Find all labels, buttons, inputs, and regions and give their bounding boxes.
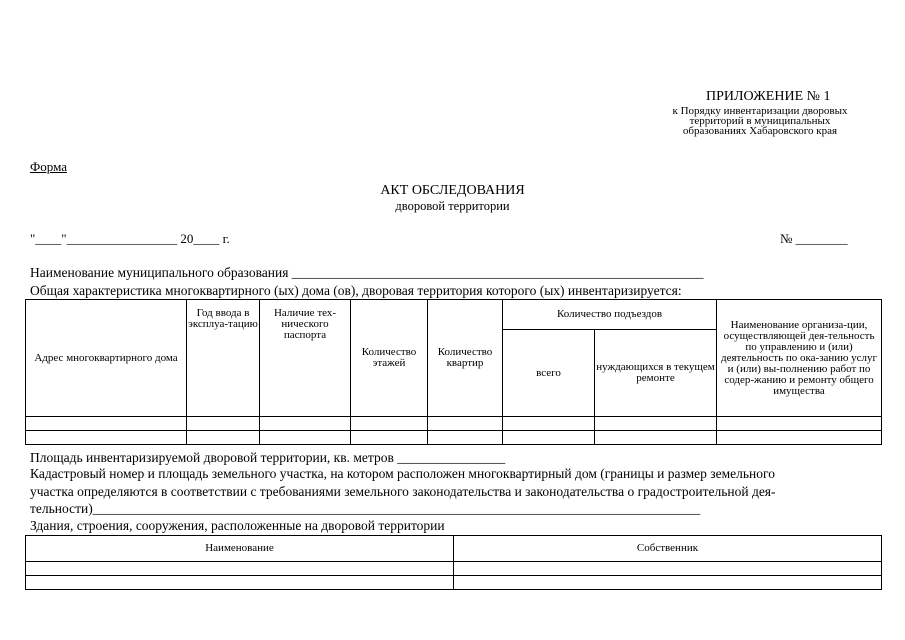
table-cell bbox=[351, 417, 428, 431]
municipality-field: Наименование муниципального образования _____________________________________________________________ bbox=[30, 265, 704, 280]
table-row bbox=[26, 562, 882, 576]
table-row bbox=[26, 417, 882, 431]
act-title: АКТ ОБСЛЕДОВАНИЯ bbox=[380, 183, 525, 198]
table-cell bbox=[26, 431, 187, 445]
header-passport: Наличие тех-нического паспорта bbox=[260, 300, 351, 417]
territory-area-field: Площадь инвентаризируемой дворовой территории, кв. метров ________________ bbox=[30, 450, 506, 465]
table-cell bbox=[351, 431, 428, 445]
cadastre-line-2: участка определяются в соответствии с требованиями земельного законодательства и законодательства о градостроительной дея- bbox=[30, 484, 776, 499]
header-apartments: Количество квартир bbox=[428, 300, 503, 417]
table-row bbox=[26, 576, 882, 590]
number-line: № ________ bbox=[780, 231, 848, 246]
header-entrances-total: всего bbox=[503, 330, 595, 417]
appendix-subtitle-line-1: к Порядку инвентаризации дворовых bbox=[672, 105, 848, 117]
date-line: "____"_________________ 20____ г. bbox=[30, 231, 230, 246]
table-cell bbox=[717, 417, 882, 431]
cadastre-line-1: Кадастровый номер и площадь земельного участка, на котором расположен многоквартирный дом (границы и размер земельного bbox=[30, 466, 775, 481]
buildings-table bbox=[25, 535, 882, 590]
table-cell bbox=[717, 431, 882, 445]
table-cell bbox=[503, 431, 595, 445]
appendix-subtitle-line-3: образованиях Хабаровского края bbox=[682, 125, 838, 137]
general-characteristics-label: Общая характеристика многоквартирного (ых) дома (ов), дворовая территория которого (ых) инвентаризируется: bbox=[30, 283, 682, 298]
header-entrances-repair: нуждающихся в текущем ремонте bbox=[595, 330, 717, 417]
table-cell bbox=[187, 431, 260, 445]
header-owner: Собственник bbox=[454, 536, 882, 562]
table-row bbox=[26, 431, 882, 445]
appendix-subtitle-line-2: территорий в муниципальных bbox=[689, 115, 831, 127]
table-cell bbox=[428, 417, 503, 431]
table-cell bbox=[26, 576, 454, 590]
table-cell bbox=[454, 576, 882, 590]
table-cell bbox=[503, 417, 595, 431]
act-subtitle: дворовой территории bbox=[395, 199, 510, 213]
table-cell bbox=[26, 562, 454, 576]
form-label: Форма bbox=[30, 159, 67, 174]
header-year: Год ввода в эксплуа-тацию bbox=[187, 300, 260, 417]
table-cell bbox=[260, 417, 351, 431]
appendix-title: ПРИЛОЖЕНИЕ № 1 bbox=[706, 89, 831, 104]
table-cell bbox=[187, 417, 260, 431]
table-cell bbox=[454, 562, 882, 576]
table-cell bbox=[260, 431, 351, 445]
header-address: Адрес многоквартирного дома bbox=[26, 300, 187, 417]
header-name: Наименование bbox=[26, 536, 454, 562]
header-organization: Наименование организа-ции, осуществляющей дея-тельность по управлению и (или) деятельность по ока-занию услуг и (или) вы-полнению работ по содер-жанию и ремонту общего имущества bbox=[717, 300, 882, 417]
appendix-subtitle bbox=[630, 106, 890, 136]
houses-table bbox=[25, 299, 882, 445]
header-entrances: Количество подъездов bbox=[503, 300, 717, 330]
table-cell bbox=[26, 417, 187, 431]
buildings-label: Здания, строения, сооружения, расположенные на дворовой территории bbox=[30, 518, 445, 533]
header-floors: Количество этажей bbox=[351, 300, 428, 417]
cadastre-line-3: тельности)__________________________________________________________________________________________ bbox=[30, 501, 701, 516]
table-cell bbox=[595, 417, 717, 431]
table-cell bbox=[428, 431, 503, 445]
table-cell bbox=[595, 431, 717, 445]
